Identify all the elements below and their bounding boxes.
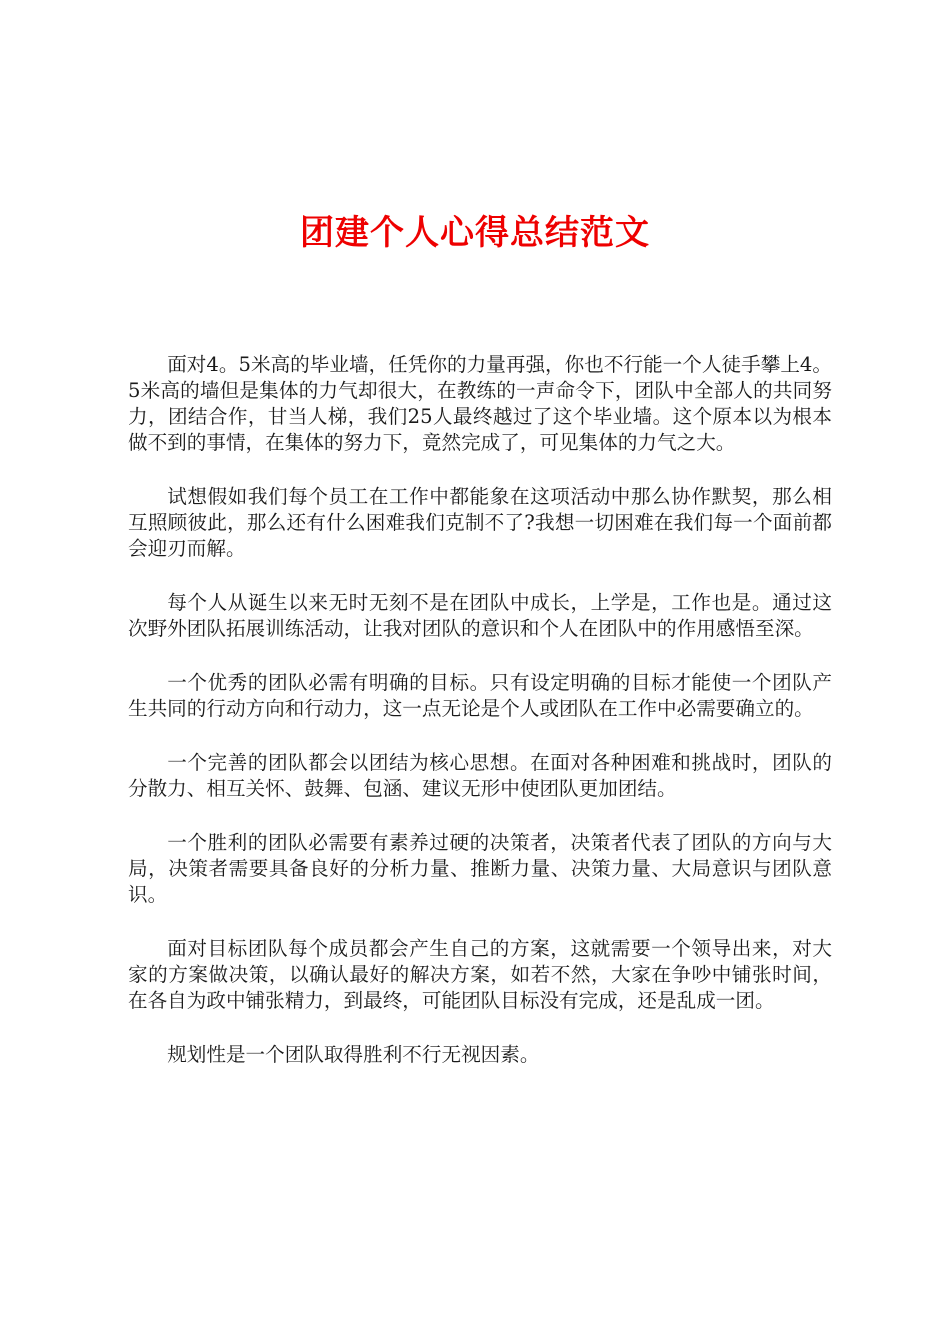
document-body bbox=[128, 352, 832, 1096]
paragraph-5: 一个完善的团队都会以团结为核心思想。在面对各种困难和挑战时，团队的分散力、相互关怀、鼓舞、包涵、建议无形中使团队更加团结。 bbox=[128, 751, 832, 800]
paragraph-8: 规划性是一个团队取得胜利不行无视因素。 bbox=[167, 1043, 540, 1066]
paragraph-2: 试想假如我们每个员工在工作中都能象在这项活动中那么协作默契，那么相互照顾彼此，那么还有什么困难我们克制不了?我想一切困难在我们每一个面前都会迎刃而解。 bbox=[128, 485, 832, 560]
paragraph-7: 面对目标团队每个成员都会产生自己的方案，这就需要一个领导出来，对大家的方案做决策，以确认最好的解决方案，如若不然，大家在争吵中铺张时间，在各自为政中铺张精力，到最终，可能团队目标没有完成，还是乱成一团。 bbox=[128, 937, 832, 1012]
paragraph-4: 一个优秀的团队必需有明确的目标。只有设定明确的目标才能使一个团队产生共同的行动方向和行动力，这一点无论是个人或团队在工作中必需要确立的。 bbox=[128, 671, 832, 720]
paragraph-6: 一个胜利的团队必需要有素养过硬的决策者，决策者代表了团队的方向与大局，决策者需要具备良好的分析力量、推断力量、决策力量、大局意识与团队意识。 bbox=[128, 831, 832, 906]
document-title: 团建个人心得总结范文 bbox=[300, 213, 650, 253]
paragraph-1: 面对4。5米高的毕业墙，任凭你的力量再强，你也不行能一个人徒手攀上4。5米高的墙但是集体的力气却很大，在教练的一声命令下，团队中全部人的共同努力，团结合作，甘当人梯，我们25人最终越过了这个毕业墙。这个原本以为根本做不到的事情，在集体的努力下，竟然完成了，可见集体的力气之大。 bbox=[128, 353, 832, 454]
paragraph-3: 每个人从诞生以来无时无刻不是在团队中成长，上学是，工作也是。通过这次野外团队拓展训练活动，让我对团队的意识和个人在团队中的作用感悟至深。 bbox=[128, 591, 832, 640]
